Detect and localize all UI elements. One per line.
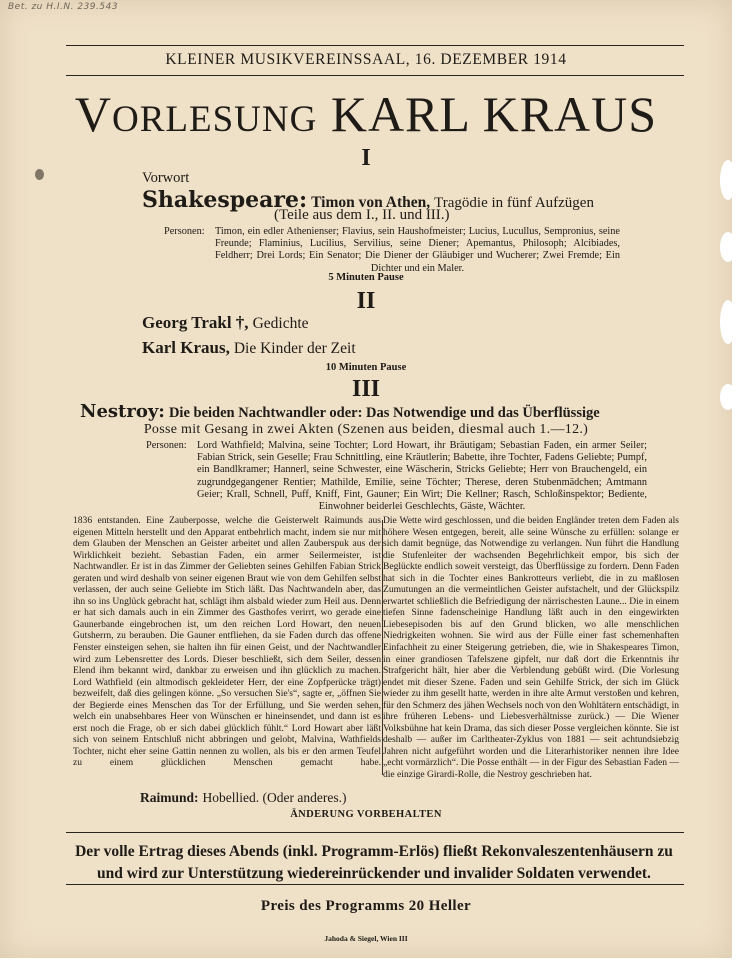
essay-column-left: 1836 entstanden. Eine Zauberposse, welche die Geisterwelt Raimunds aus eigenen Mitteln herstellt und den Apparat entbehrlich macht, indem sie nur mit dem Glauben der Menschen an Geister arbeitet und allen Zauberspuk aus der Wirklichkeit bezieht. Sebastian Faden, ein armer Seilermeister, ist Nachtwandler. Er ist in das Zimmer der Geliebten seines Gehilfen Fabian Strick geraten und wird deshalb von seiner eigenen Braut wie von dem Gehilfen selbst verlassen, der auch seine Geliebte im Stich läßt. Das Nachtwandeln aber, das ihn so ins Unglück gebracht hat, schlägt ihm alsbald wieder zum Heil aus. Denn er hat sich damals auch in ein Zimmer des Gasthofes verirrt, wo gerade eine Gaunerbande eingebrochen ist, um den reichen Lord Howart, den neuen Gutsherrn, zu berauben. Die Gauner entfliehen, da sie Faden durch das offene Fenster einsteigen sehen, sie halten ihn für einen Geist, und der Nachtwandler wird zum Lebensretter des Lords. Dieser beschließt, sich dem Seiler, dessen Elend ihm bekannt wird, dankbar zu erweisen und ihn glücklich zu machen. Lord Wathfield (ein altmodisch gekleideter Herr, der eine Zopfperücke trägt) bezweifelt, daß dies gelingen könne. „So versuchen Sie's“, sagte er, „öffnen Sie der Begierde eines Menschen das Tor der Erfüllung, und Sie werden sehen, welch ein unabsehbares Heer von Wünschen er hineinsendet, und dann ist es erst noch die Frage, ob er sich dabei glücklich fühlt.“ Lord Howart aber läßt sich von seinem Entschluß nicht abbringen und gelobt, Malvina, Wathfields Tochter, nicht eher seine Gattin nennen zu wollen, als bis er den armen Teufel zu einem glücklichen Menschen gemacht habe. bbox=[73, 515, 381, 769]
part-iii-numeral: III bbox=[351, 376, 381, 402]
pause-1: 5 Minuten Pause bbox=[328, 272, 404, 283]
part-ii-numeral: II bbox=[356, 288, 376, 314]
proceeds-notice: Der volle Ertrag dieses Abends (inkl. Programm-Erlös) fließt Rekonvaleszentenhäusern zu und wird zur Unterstützung wiedereinrückender und invalider Soldaten verwendet. bbox=[75, 843, 673, 882]
title-initial: V bbox=[74, 86, 112, 142]
personen-list: Timon, ein edler Athenienser; Flavius, sein Haushofmeister; Lucius, Lucullus, Sempronius, seine Freunde; Flaminius, Lucilius, Servilius, seine Diener; Apemantus, Philosoph; Alcibiades, Feldherr; Drei Lords; Ein Senator; Die Diener der Gläubiger und Wucherer; Zwei Fremde; Ein Dichter und ein Maler. bbox=[215, 226, 620, 274]
vorwort: Vorwort bbox=[142, 170, 190, 186]
torn-edge bbox=[720, 232, 736, 262]
notice-rule-top bbox=[66, 832, 684, 833]
title-rest: ORLESUNG bbox=[112, 99, 318, 140]
part-ii-item-1 bbox=[142, 313, 309, 333]
changes-reserved: ÄNDERUNG VORBEHALTEN bbox=[290, 809, 442, 820]
venue-rule bbox=[66, 75, 684, 76]
author-raimund: Raimund: bbox=[140, 790, 199, 805]
work-hobellied: Hobellied. (Oder anderes.) bbox=[202, 790, 347, 805]
personen-label: Personen: bbox=[164, 226, 205, 237]
venue-date: KLEINER MUSIKVEREINSSAAL, 16. DEZEMBER 1914 bbox=[165, 51, 567, 68]
call-number: Bet. zu H.I.N. 239.543 bbox=[8, 2, 119, 12]
part-ii-item-2 bbox=[142, 338, 356, 358]
author-kraus: Karl Kraus, bbox=[142, 338, 230, 357]
notice-rule-bottom bbox=[66, 884, 684, 885]
personen-label: Personen: bbox=[146, 440, 187, 451]
parts-note: (Teile aus dem I., II. und III.) bbox=[274, 207, 450, 223]
work-timon: Timon von Athen, bbox=[311, 194, 431, 211]
author-nestroy: Nestroy: bbox=[80, 401, 165, 422]
author-shakespeare: Shakespeare: bbox=[142, 187, 308, 213]
part-i-numeral: I bbox=[361, 145, 371, 171]
work-gedichte: Gedichte bbox=[252, 315, 309, 332]
printer-imprint: Jahoda & Siegel, Wien III bbox=[324, 934, 408, 943]
personen-list: Lord Wathfield; Malvina, seine Tochter; Lord Howart, ihr Bräutigam; Sebastian Faden, ein armer Seiler; Fabian Strick, sein Geselle; Frau Schnittling, eine Kräutlerin; Babette, ihre Tochter, Fadens Geliebte; Pumpf, ein Bandlkramer; Hannerl, seine Schwester, eine Wäscherin, Stricks Geliebte; Herr von Brauchengeld, ein zugrundgegangener Rentier; Mathilde, Emilie, seine Töchter; Therese, deren Stubenmädchen; Amtmann Geier; Krall, Schnell, Puff, Kniff, Fint, Gauner; Ein Wirt; Die Kellner; Rasch, Schloßinspektor; Bediente, Einwohner beiderlei Geschlechts, Gäste, Wächter. bbox=[197, 440, 647, 513]
title-name: KARL KRAUS bbox=[330, 86, 658, 142]
essay-column-right: Die Wette wird geschlossen, und die beiden Engländer treten dem Faden als höhere Wesen entgegen, bereit, alle seine Wünsche zu erfüllen: solange er sich damit begnüge, das Notwendige zu verlangen. Nun führt die Handlung die Stufenleiter der wachsenden Begehrlichkeit empor, bis sich der Beglückte endlich soweit versteigt, das Überflüssige zu fordern. Denn Faden hat sich in die Tochter eines Bankrotteurs verliebt, die in zu maßlosen Zumutungen an die vermeintlichen Geister aufstachelt, und der Glückspilz erwartet schließlich die Befriedigung der närrischesten Laune... Die in einem tiefen Sinne fadenscheinige Handlung läßt auch in den eingewirkten Liebesepisoden bis auf den Grund blicken, wo alle menschlichen Niedrigkeiten wohnen. Sie wird aus der Fülle einer fast schemenhaften Einfachheit zu einer Steigerung getrieben, die, wie in Shakespeares Timon, in einer grandiosen Tafelszene gipfelt, nur daß dort die Erkenntnis ihr Strafgericht hält, hier aber die Verblendung gebüßt wird. (Die Vorlesung endet mit dieser Szene. Faden und sein Gehilfe Strick, der sich im Glück wieder zu ihm gesellt hatte, werden in ihre alte Armut verstoßen und kehren, für den Schmerz des jähen Wechsels noch von den Wohltätern entschädigt, in ihre früheren Lebens- und Liebesverhältnisse zurück.) — Die Wiener Volksbühne hat kein Drama, das sich dieser Posse vergleichen könnte. Sie ist deshalb — außer im Carltheater-Zyklus von 1881 — seit achtundsiebzig Jahren nicht aufgeführt worden und die Literarhistoriker nennen ihre Idee „echt vormärzlich“. Die Posse enthält — in der Figur des Sebastian Faden — die einzige Girardi-Rolle, die Nestroy geschrieben hat. bbox=[383, 515, 679, 781]
author-trakl: Georg Trakl †, bbox=[142, 313, 249, 332]
program-price: Preis des Programms 20 Heller bbox=[260, 898, 472, 914]
top-rule bbox=[66, 45, 684, 46]
part-iii-subtitle: Posse mit Gesang in zwei Akten (Szenen aus beiden, diesmal auch 1.—12.) bbox=[143, 422, 589, 437]
encore bbox=[140, 789, 346, 807]
part-iii-headline bbox=[80, 401, 600, 422]
pause-2: 10 Minuten Pause bbox=[325, 362, 407, 373]
page-title bbox=[0, 84, 732, 150]
work-nachtwandler: Die beiden Nachtwandler oder: Das Notwendige und das Überflüssige bbox=[168, 405, 600, 421]
work-kinder-der-zeit: Die Kinder der Zeit bbox=[233, 340, 356, 357]
genre: Tragödie in fünf Aufzügen bbox=[434, 195, 594, 211]
